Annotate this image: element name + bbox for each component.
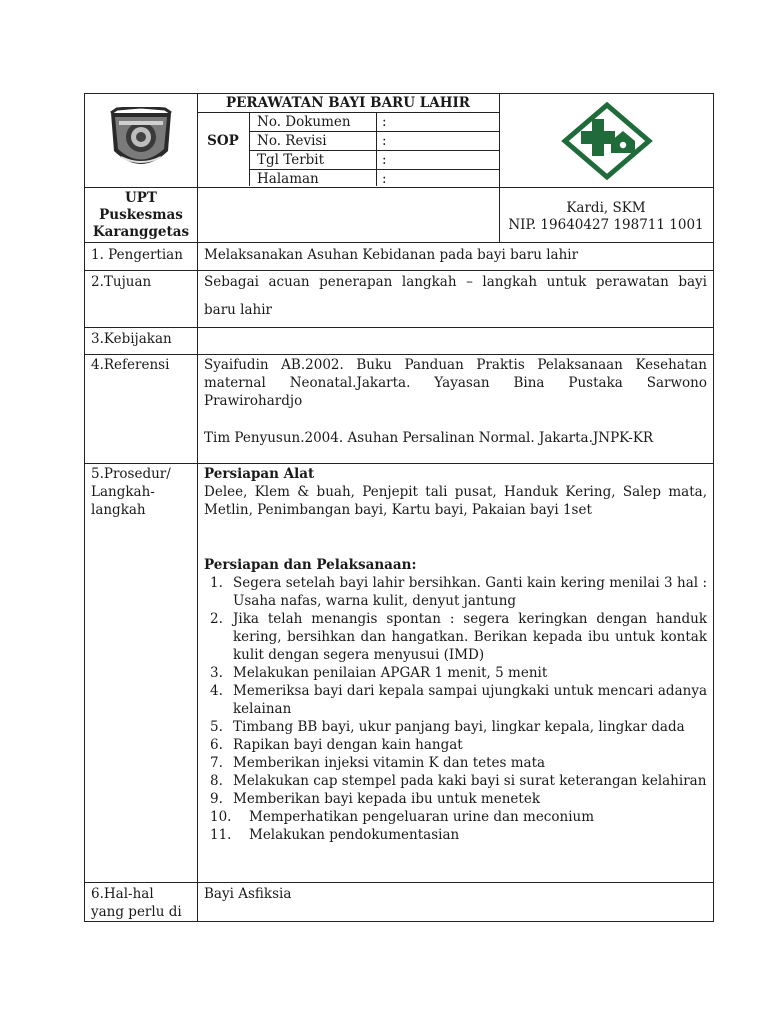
org-line-puskesmas: Puskesmas [99,207,183,223]
step-item: 5. Timbang BB bayi, ukur panjang bayi, lingkar kepala, lingkar dada [210,719,685,735]
document-title: PERAWATAN BAYI BARU LAHIR [225,95,470,111]
step-item: 7. Memberikan injeksi vitamin K dan tetes mata [210,755,546,771]
procedure-steps [204,574,707,844]
field-label-no-dokumen: No. Dokumen [257,114,351,130]
org-line-karanggetas: Karanggetas [92,224,190,240]
label-hal-hal: 6.Hal-hal yang perlu di [91,886,182,920]
text-tujuan-line1: Sebagai acuan penerapan langkah – langkah untuk perawatan bayi [204,274,707,290]
label-kebijakan: 3.Kebijakan [91,331,172,347]
step-item: 3. Melakukan penilaian APGAR 1 menit, 5 menit [210,665,548,681]
step-item: 11. Melakukan pendokumentasian [210,827,460,843]
signer-name: Kardi, SKM [566,200,646,216]
step-item: 9. Memberikan bayi kepada ibu untuk menetek [210,791,540,807]
step-item: 6. Rapikan bayi dengan kain hangat [210,737,463,753]
step-item: 1. Segera setelah bayi lahir bersihkan. Ganti kain kering menilai 3 hal : Usaha nafas, warna kulit, denyut jantung [210,575,707,609]
sop-content-table [84,243,714,922]
step-item: 10. Memperhatikan pengeluaran urine dan meconium [210,809,595,825]
field-value-no-revisi: : [382,133,387,149]
field-label-no-revisi: No. Revisi [257,133,327,149]
step-item: 4. Memeriksa bayi dari kepala sampai ujungkaki untuk mencari adanya kelainan [210,683,707,717]
label-tujuan: 2.Tujuan [91,274,152,290]
field-value-halaman: : [382,171,387,187]
text-persiapan-alat: Delee, Klem & buah, Penjepit tali pusat, Handuk Kering, Salep mata, Metlin, Penimbangan bayi, Kartu bayi, Pakaian bayi 1set [204,484,707,518]
header-table [84,93,714,243]
label-pengertian: 1. Pengertian [91,247,183,263]
text-hal-hal: Bayi Asfiksia [204,886,292,902]
field-value-no-dokumen: : [382,114,387,130]
step-item: 8. Melakukan cap stempel pada kaki bayi si surat keterangan kelahiran [210,773,707,789]
step-item: 2. Jika telah menangis spontan : segera keringkan dengan handuk kering, bersihkan dan hangatkan. Berikan kepada ibu untuk kontak kulit dengan segera menyusui (IMD) [210,611,707,663]
heading-persiapan-pelaksanaan: Persiapan dan Pelaksanaan: [204,557,417,573]
heading-persiapan-alat: Persiapan Alat [204,466,315,482]
field-label-tgl-terbit: Tgl Terbit [257,152,325,168]
text-referensi-2: Tim Penyusun.2004. Asuhan Persalinan Normal. Jakarta.JNPK-KR [204,430,654,446]
label-prosedur: 5.Prosedur/ Langkah- langkah [91,466,171,518]
field-label-halaman: Halaman [257,171,319,187]
text-referensi-1: Syaifudin AB.2002. Buku Panduan Praktis Pelaksanaan Kesehatan maternal Neonatal.Jakarta. Yayasan Bina Pustaka Sarwono Prawirohardjo [204,357,707,409]
puskesmas-logo [561,101,653,181]
text-tujuan-line2: baru lahir [204,302,272,318]
field-value-tgl-terbit: : [382,152,387,168]
text-pengertian: Melaksanakan Asuhan Kebidanan pada bayi baru lahir [204,247,579,263]
regency-emblem-logo [105,107,177,175]
sop-label: SOP [207,133,239,149]
label-referensi: 4.Referensi [91,357,170,373]
org-line-upt: UPT [125,190,157,206]
signer-nip: NIP. 19640427 198711 1001 [508,217,704,233]
